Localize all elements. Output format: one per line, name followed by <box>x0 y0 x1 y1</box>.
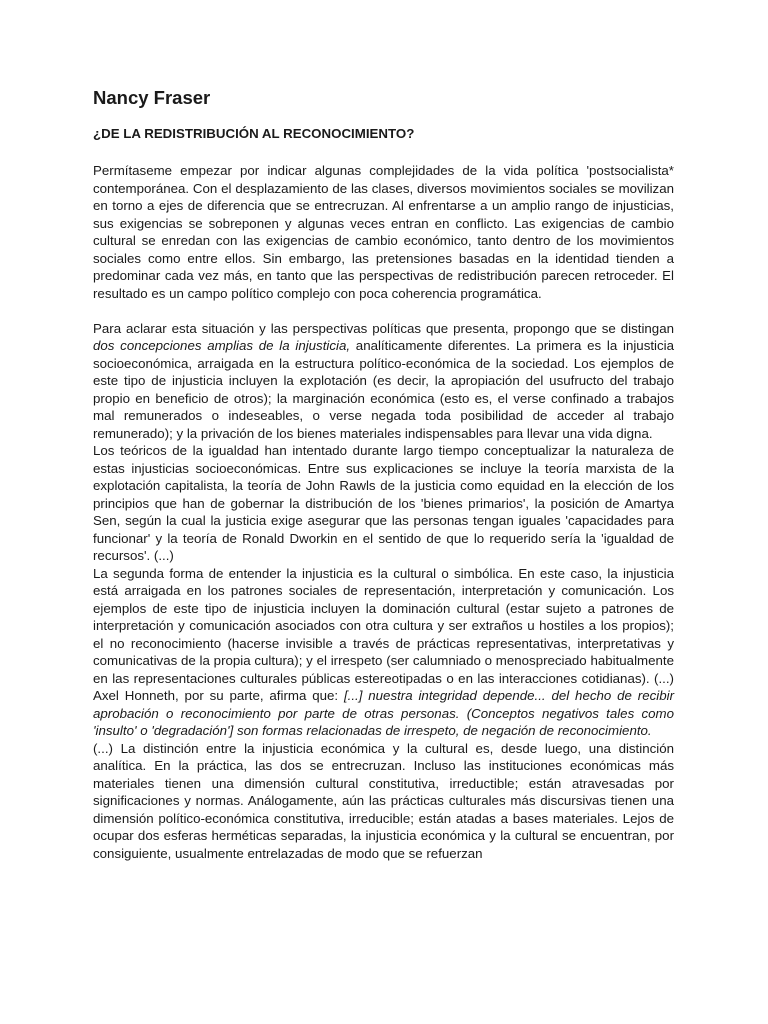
paragraph-5: (...) La distinción entre la injusticia económica y la cultural es, desde luego, una distinción analítica. En la práctica, las dos se entrecruzan. Incluso las instituciones económicas más materiales tienen una dimensión cultural constitutiva, irreductible; están atravesadas por significaciones y normas. Análogamente, aún las prácticas culturales más discursivas tienen una dimensión político-económica constitutiva, irreducible; están atadas a bases materiales. Lejos de ocupar dos esferas herméticas separadas, la injusticia económica y la cultural se encuentran, por consiguiente, usualmente entrelazadas de modo que se refuerzan <box>93 740 674 861</box>
paragraph-4-text-a: La segunda forma de entender la injusticia es la cultural o simbólica. En este caso, la injusticia está arraigada en los patrones sociales de representación, interpretación y comunicación. Los ejemplos de este tipo de injusticia incluyen la dominación cultural (estar sujeto a patrones de interpretación y comunicación asociados con otra cultura y ser extraños u hostiles a los propios); el no reconocimiento (hacerse invisible a través de prácticas representativas, interpretativas y comunicativas de la propia cultura); y el irrespeto (ser calumniado o menospreciado habitualmente en las representaciones culturales públicas estereotipadas o en las interacciones cotidianas). (...) Axel Honneth, por su parte, afirma que: <box>93 565 674 703</box>
document-page <box>93 86 674 862</box>
paragraph-2-italic: dos concepciones amplias de la injusticia, <box>93 338 351 353</box>
paragraph-3: Los teóricos de la igualdad han intentado durante largo tiempo conceptualizar la naturaleza de estas injusticias socioeconómicas. Entre sus explicaciones se incluye la teoría marxista de la explotación capitalista, la teoría de John Rawls de la justicia como equidad en la elección de los principios que han de gobernar la distribución de los 'bienes primarios', la posición de Amartya Sen, según la cual la justicia exige asegurar que las personas tengan iguales 'capacidades para funcionar' y la teoría de Ronald Dworkin en el sentido de que lo requerido sería la 'igualdad de recursos'. (...) <box>93 443 674 563</box>
document-title: ¿DE LA REDISTRIBUCIÓN AL RECONOCIMIENTO? <box>93 126 415 141</box>
paragraph-2-text-a: Para aclarar esta situación y las perspectivas políticas que presenta, propongo que se distingan <box>93 320 674 336</box>
paragraph-2 <box>93 320 674 443</box>
paragraph-4 <box>93 565 674 740</box>
paragraph-4-quote: [...] nuestra integridad depende... del hecho de recibir aprobación o reconocimiento por parte de otras personas. (Conceptos negativos tales como 'insulto' o 'degradación'] son formas relacionadas de irrespeto, de negación de reconocimiento. <box>93 688 674 738</box>
author-name: Nancy Fraser <box>93 87 211 108</box>
paragraph-1: Permítaseme empezar por indicar algunas complejidades de la vida política 'postsocialista* contemporánea. Con el desplazamiento de las clases, diversos movimientos sociales se movilizan en torno a ejes de diferencia que se entrecruzan. Al enfrentarse a un amplio rango de injusticias, sus exigencias se sobreponen y algunas veces entran en conflicto. Las exigencias de cambio cultural se enredan con las exigencias de cambio económico, tanto dentro de los movimientos sociales como entre ellos. Sin embargo, las pretensiones basadas en la identidad tienden a predominar cada vez más, en tanto que las perspectivas de redistribución parecen retroceder. El resultado es un campo político complejo con poca coherencia programática. <box>93 163 674 301</box>
paragraph-2-text-c: analíticamente diferentes. La primera es la injusticia socioeconómica, arraigada en la estructura político-económica de la sociedad. Los ejemplos de este tipo de injusticia incluyen la explotación (es decir, la apropiación del usufructo del trabajo propio en beneficio de otros); la marginación económica (esto es, el verse confinado a trabajos mal remunerados o indeseables, o verse negada toda posibilidad de acceder al trabajo remunerado); y la privación de los bienes materiales indispensables para llevar una vida digna. <box>93 338 674 441</box>
